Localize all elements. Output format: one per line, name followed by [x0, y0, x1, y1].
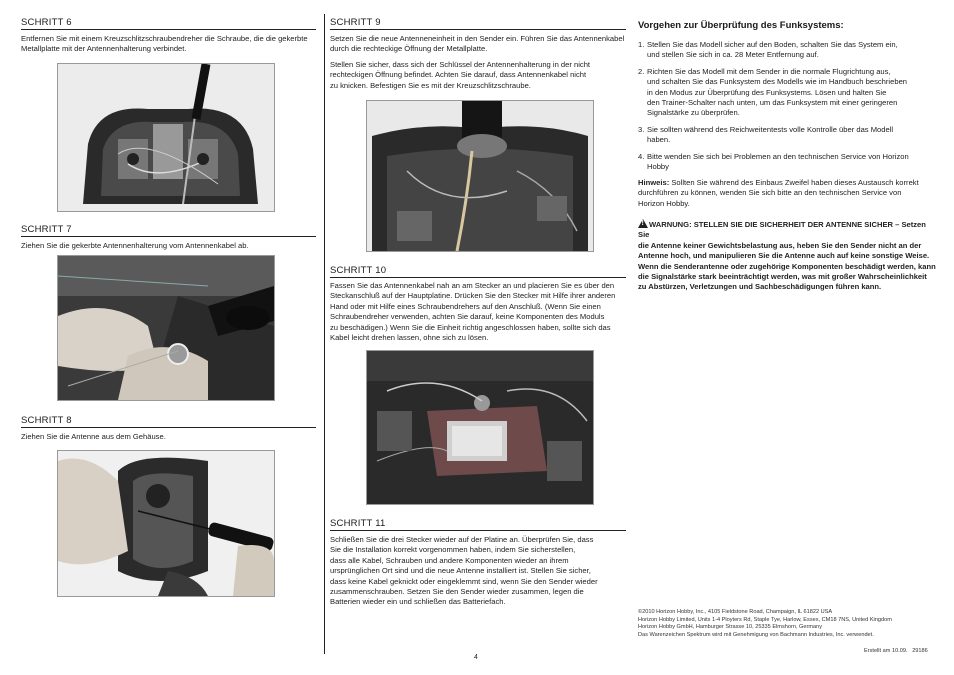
step9-line: rechteckigen Öffnung befindet. Achten Sie darauf, dass Antennenkabel nicht	[330, 70, 587, 80]
step10-line: zu beschädigen.) Wenn Sie die Einheit richtig angeschlossen haben, sollte sich das	[330, 322, 611, 332]
check-line: und stellen Sie sich in ca. 28 Meter Entfernung auf.	[647, 50, 819, 60]
step11-title: SCHRITT 11	[330, 518, 386, 529]
check-line: den Trainer-Schalter nach unten, um das Funksystem mit einer geringeren	[647, 98, 898, 108]
check-text	[647, 125, 893, 146]
step10-line: Kabel leicht drehen lassen, ohne sich zu lösen.	[330, 333, 489, 343]
step9-title: SCHRITT 9	[330, 17, 381, 28]
step8-text	[21, 432, 319, 442]
footer-imprint	[638, 609, 938, 639]
step11-rule	[330, 530, 626, 531]
check-line: haben.	[647, 135, 671, 145]
step10-text	[330, 281, 628, 343]
step11-line: Sie die Installation korrekt vorgenommen haben, indem Sie sicherstellen,	[330, 545, 576, 555]
step8-photo	[57, 450, 275, 597]
imprint-line: Horizon Hobby GmbH, Hamburger Strasse 10, 25335 Elmshorn, Germany	[638, 624, 823, 631]
imprint-line: ©2010 Horizon Hobby, Inc., 4105 Fieldstone Road, Champaign, IL 61822 USA	[638, 609, 833, 615]
step9-line: Stellen Sie sicher, dass sich der Schlüssel der Antennenhalterung in der nicht	[330, 59, 591, 69]
step9-line: durch die rechteckige Öffnung der Metallplatte.	[330, 44, 488, 54]
warning-triangle-icon	[638, 219, 648, 228]
step7-rule	[21, 236, 316, 237]
step8-title: SCHRITT 8	[21, 415, 72, 426]
step10-title: SCHRITT 10	[330, 265, 387, 276]
step11-line: dass alle Kabel, Schrauben und andere Komponenten wieder an ihrem	[330, 555, 569, 565]
check-line: Bitte wenden Sie sich bei Problemen an den technischen Service von Horizon	[647, 151, 909, 161]
step10-line: Fassen Sie das Antennenkabel nah an am Stecker an und placieren Sie es über den	[330, 281, 615, 290]
step9-text	[330, 34, 628, 91]
step9-line: zu knicken. Befestigen Sie es mit der Kreuzschlitzschraube.	[330, 80, 531, 90]
warning-line	[638, 219, 938, 241]
page-number: 4	[474, 654, 478, 661]
step7-line: Ziehen Sie die gekerbte Antennenhalterung vom Antennenkabel ab.	[21, 241, 249, 250]
step6-title: SCHRITT 6	[21, 17, 72, 28]
warning-line: Wenn die Senderantenne oder zugehörige Komponenten beschädigt werden, kann	[638, 261, 936, 271]
imprint-line: Das Warenzeichen Spektrum wird mit Genehmigung von Bachmann Industries, Inc. verwendet.	[638, 631, 874, 638]
hint-block	[638, 178, 934, 209]
check-line: Stellen Sie das Modell sicher auf den Boden, schalten Sie das System ein,	[647, 40, 898, 49]
warning-text: WARNUNG: STELLEN SIE DIE SICHERHEIT DER ANTENNE SICHER – Setzen Sie	[638, 220, 926, 240]
check-text	[647, 152, 909, 173]
warning-line: die Signalstärke stark beeinträchtigt werden, was mit großer Wahrscheinlichkeit	[638, 272, 927, 282]
step6-text	[21, 34, 319, 55]
step6-photo	[57, 63, 275, 212]
check-item	[638, 152, 934, 173]
step11-text	[330, 535, 628, 608]
funk-check-title: Vorgehen zur Überprüfung des Funksystems:	[638, 20, 844, 31]
step7-photo	[57, 255, 275, 401]
step6-line: Entfernen Sie mit einem Kreuzschlitzschraubendreher die Schraube, die die gekerbte	[21, 34, 308, 43]
step11-line: zusammenschrauben. Setzen Sie den Sender wieder zusammen, legen die	[330, 587, 584, 597]
check-line: Richten Sie das Modell mit dem Sender in die normale Flugrichtung aus,	[647, 66, 891, 76]
step11-line: Batterien wieder ein und schließen das Batteriefach.	[330, 597, 506, 607]
step7-text	[21, 241, 319, 251]
warning-line: Antenne hoch, und manipulieren Sie die Antenne auch auf keine sonstige Weise.	[638, 251, 930, 261]
step7-title: SCHRITT 7	[21, 224, 72, 235]
hint-line: durchführen zu können, wenden Sie sich bitte an den technischen Service von	[638, 188, 902, 198]
step11-line: Schließen Sie die drei Stecker wieder auf der Platine an. Überprüfen Sie, dass	[330, 535, 594, 544]
hint-line: Horizon Hobby.	[638, 198, 690, 208]
step11-line: ursprünglichen Ort sind und die neue Antenne installiert ist. Stellen Sie sicher,	[330, 566, 591, 576]
check-number: 4.	[638, 151, 645, 161]
check-line: Signalstärke zu überprüfen.	[647, 108, 740, 118]
created-date: Erstellt am 10.09. 29186	[864, 648, 928, 654]
imprint-line: Horizon Hobby Limited, Units 1-4 Ployters Rd, Staple Tye, Harlow, Essex, CM18 7NS, United Kingdom	[638, 616, 892, 623]
funk-check-list	[638, 40, 934, 178]
check-line: in den Modus zur Überprüfung des Funksystems. Lösen und halten Sie	[647, 87, 887, 97]
step11-line: dass keine Kabel geknickt oder eingeklemmt sind, wenn Sie den Sender wieder	[330, 576, 598, 586]
check-number: 1.	[638, 40, 645, 49]
check-item	[638, 40, 934, 61]
step10-line: Steckanschluß auf der Hauptplatine. Drücken Sie den Stecker mit Hilfe ihrer anderen	[330, 291, 616, 301]
check-item	[638, 67, 934, 119]
step10-rule	[330, 277, 626, 278]
step6-rule	[21, 29, 316, 30]
step10-line: Schraubendreher verwenden, achten Sie darauf, keine Komponenten des Moduls	[330, 312, 605, 322]
check-number: 3.	[638, 124, 645, 134]
warning-block	[638, 219, 938, 293]
check-text	[647, 67, 907, 119]
check-item	[638, 125, 934, 146]
check-line: und schalten Sie das Funksystem des Modells wie im Handbuch beschrieben	[647, 77, 908, 87]
check-line: Hobby	[647, 162, 669, 172]
step10-line: Hand oder mit Hilfe eines Schraubendrehers auf den Anschluß. (Wenn Sie einen	[330, 301, 601, 311]
column-divider	[324, 14, 325, 654]
warning-line: die Antenne keiner Gewichtsbelastung aus, heben Sie den Sender nicht an der	[638, 240, 922, 250]
step8-rule	[21, 427, 316, 428]
check-number: 2.	[638, 66, 645, 76]
step9-rule	[330, 29, 626, 30]
check-text	[647, 40, 898, 61]
step9-photo	[366, 100, 594, 252]
hint-line	[638, 178, 934, 188]
hint-text: Sollten Sie während des Einbaus Zweifel haben dieses Austausch korrekt	[669, 178, 919, 187]
step8-line: Ziehen Sie die Antenne aus dem Gehäuse.	[21, 432, 166, 441]
step6-line: Metallplatte mit der Antennenhalterung verbindet.	[21, 44, 187, 54]
step9-line: Setzen Sie die neue Antenneneinheit in den Sender ein. Führen Sie das Antennenkabel	[330, 34, 625, 43]
hint-label: Hinweis:	[638, 178, 670, 187]
warning-line: zu Abstürzen, Verletzungen und Sachbeschädigungen führen kann.	[638, 282, 882, 292]
check-line: Sie sollten während des Reichweitentests volle Kontrolle über das Modell	[647, 124, 894, 134]
step10-photo	[366, 350, 594, 505]
